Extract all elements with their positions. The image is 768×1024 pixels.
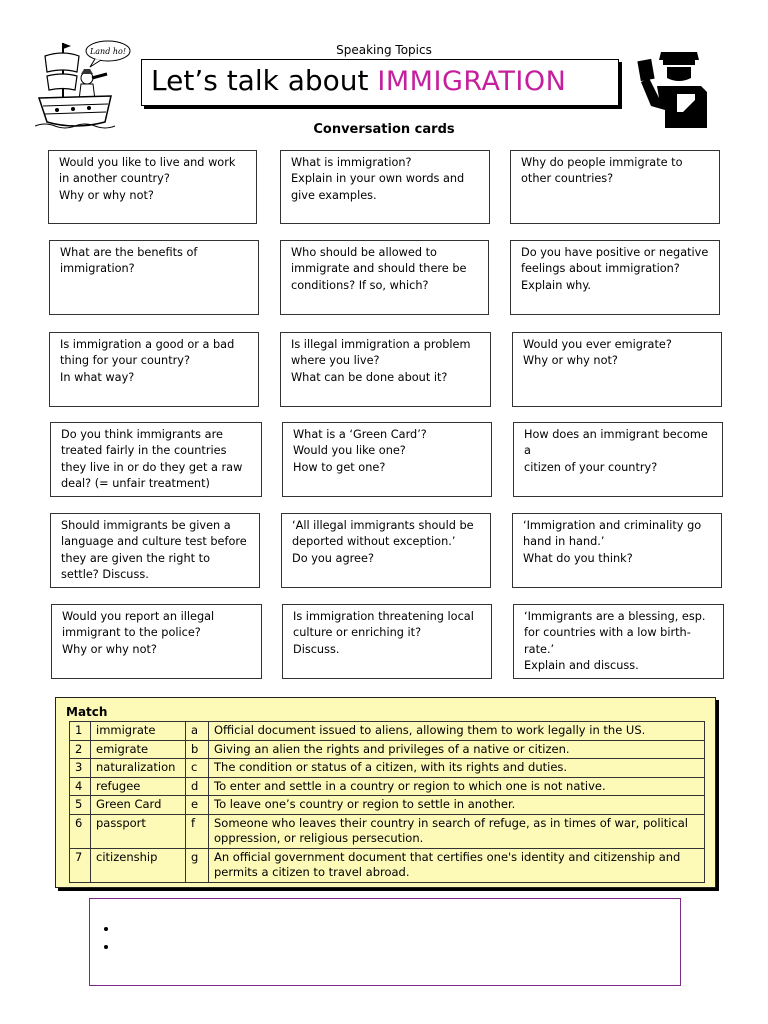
- conversation-card: Do you have positive or negative feelings about immigration? Explain why.: [510, 240, 720, 315]
- row-letter: d: [186, 777, 209, 796]
- row-letter: f: [186, 814, 209, 848]
- table-row: [70, 722, 705, 741]
- row-letter: g: [186, 848, 209, 882]
- row-number: 2: [70, 740, 91, 759]
- conversation-card: Should immigrants be given a language and culture test before they are given the right to settle? Discuss.: [50, 513, 260, 588]
- table-row: [70, 759, 705, 778]
- speech-bubble-text: Land ho!: [89, 47, 127, 56]
- conversation-card: Is illegal immigration a problem where you live? What can be done about it?: [280, 332, 491, 407]
- conversation-card: Would you like to live and work in another country? Why or why not?: [48, 150, 257, 224]
- bullet-item: [118, 919, 680, 937]
- conversation-card: Would you ever emigrate? Why or why not?: [512, 332, 722, 407]
- top-label: Speaking Topics: [336, 43, 432, 57]
- row-definition: The condition or status of a citizen, with its rights and duties.: [209, 759, 705, 778]
- row-letter: a: [186, 722, 209, 741]
- conversation-card: ‘Immigrants are a blessing, esp. for countries with a low birth- rate.’ Explain and discuss.: [513, 604, 724, 679]
- row-number: 5: [70, 796, 91, 815]
- row-term: Green Card: [91, 796, 186, 815]
- conversation-card: Who should be allowed to immigrate and should there be conditions? If so, which?: [280, 240, 489, 315]
- row-term: naturalization: [91, 759, 186, 778]
- table-row: [70, 740, 705, 759]
- row-definition: To enter and settle in a country or region to which one is not native.: [209, 777, 705, 796]
- conversation-card: ‘Immigration and criminality go hand in hand.’ What do you think?: [512, 513, 722, 588]
- title-box: [141, 59, 619, 106]
- row-definition: Giving an alien the rights and privileges of a native or citizen.: [209, 740, 705, 759]
- row-term: citizenship: [91, 848, 186, 882]
- row-definition: To leave one’s country or region to settle in another.: [209, 796, 705, 815]
- bullet-item: [118, 937, 680, 955]
- row-letter: c: [186, 759, 209, 778]
- row-term: emigrate: [91, 740, 186, 759]
- title-main: Let’s talk about: [151, 64, 378, 97]
- row-definition: An official government document that certifies one's identity and citizenship and permits a citizen to travel abroad.: [209, 848, 705, 882]
- table-row: [70, 796, 705, 815]
- table-row: [70, 777, 705, 796]
- row-letter: b: [186, 740, 209, 759]
- match-table: [69, 721, 705, 883]
- conversation-card: Is immigration threatening local culture or enriching it? Discuss.: [282, 604, 492, 679]
- conversation-card: What is immigration? Explain in your own words and give examples.: [280, 150, 490, 224]
- conversation-card: Why do people immigrate to other countries?: [510, 150, 720, 224]
- match-title: Match: [66, 705, 108, 719]
- row-term: immigrate: [91, 722, 186, 741]
- bullet-list: [90, 919, 680, 955]
- conversation-card: How does an immigrant become a citizen of your country?: [513, 422, 723, 497]
- row-number: 6: [70, 814, 91, 848]
- table-row: [70, 814, 705, 848]
- conversation-card: ‘All illegal immigrants should be deported without exception.’ Do you agree?: [281, 513, 491, 588]
- row-number: 1: [70, 722, 91, 741]
- conversation-card: Would you report an illegal immigrant to the police? Why or why not?: [51, 604, 262, 679]
- subtitle: Conversation cards: [313, 122, 455, 137]
- conversation-card: Is immigration a good or a bad thing for your country? In what way?: [49, 332, 259, 407]
- row-number: 3: [70, 759, 91, 778]
- row-definition: Official document issued to aliens, allowing them to work legally in the US.: [209, 722, 705, 741]
- match-box: [55, 697, 716, 888]
- row-number: 4: [70, 777, 91, 796]
- row-number: 7: [70, 848, 91, 882]
- title-accent: IMMIGRATION: [377, 66, 567, 97]
- row-term: passport: [91, 814, 186, 848]
- conversation-card: What are the benefits of immigration?: [49, 240, 259, 315]
- page-title: [151, 64, 566, 97]
- immigration-officer-icon: [637, 50, 713, 130]
- table-row: [70, 848, 705, 882]
- row-term: refugee: [91, 777, 186, 796]
- row-definition: Someone who leaves their country in search of refuge, as in times of war, political oppression, or religious persecution.: [209, 814, 705, 848]
- row-letter: e: [186, 796, 209, 815]
- conversation-card: Do you think immigrants are treated fairly in the countries they live in or do they get a raw deal? (= unfair treatment): [50, 422, 262, 497]
- conversation-card: What is a ‘Green Card’? Would you like one? How to get one?: [282, 422, 492, 497]
- notes-box: [89, 898, 681, 986]
